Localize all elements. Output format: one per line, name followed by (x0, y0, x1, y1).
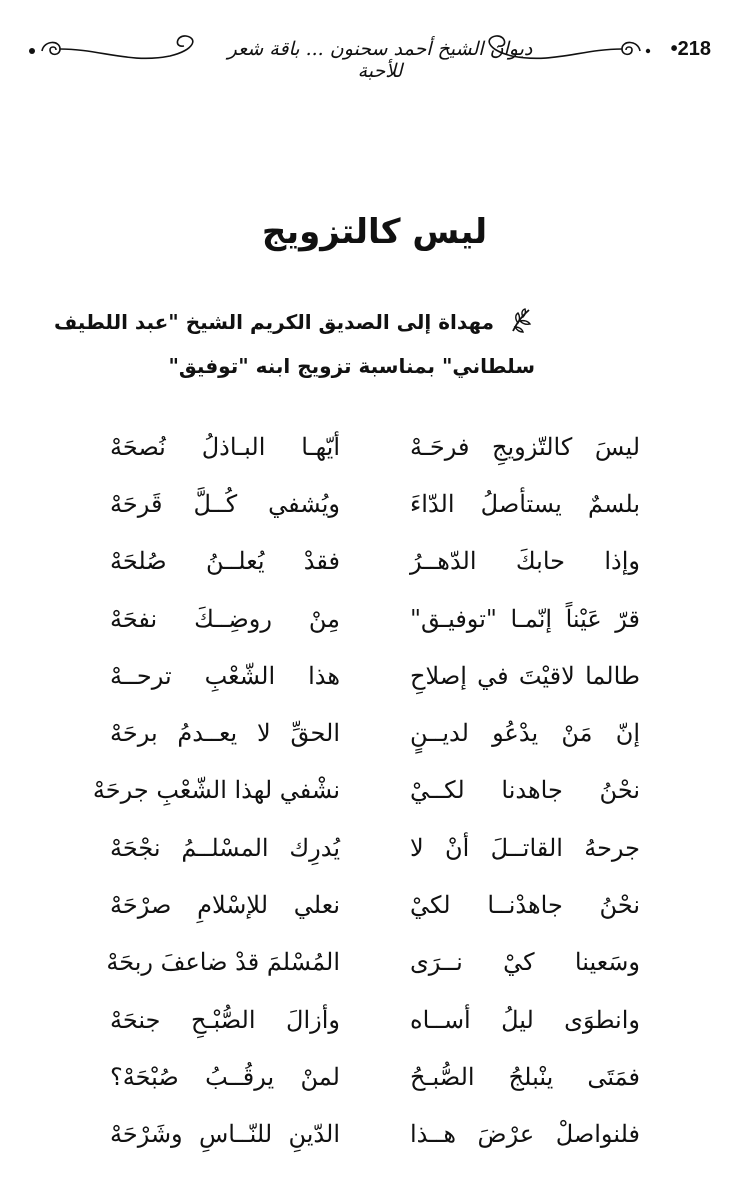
verse-second-hemistich: مِنْ روضِــكَ نفحَهْ (110, 604, 340, 633)
verse-first-hemistich: وسَعينا كيْ نــرَى (410, 948, 640, 977)
verse-first-hemistich: قرّ عَيْناً إنّمـا "توفيـق" (410, 604, 640, 633)
poem-title: ليس كالتزويج (261, 212, 488, 252)
verse-second-hemistich: يُدرِك المسْلــمُ نجْحَهْ (110, 833, 340, 862)
verse (110, 533, 640, 590)
verse-second-hemistich: هذا الشّعْبِ ترحــهْ (110, 661, 340, 690)
running-head: ديوان الشيخ أحمد سحنون ... باقة شعر للأحبة (227, 38, 533, 82)
verse-first-hemistich: وإذا حابكَ الدّهــرُ (410, 547, 640, 576)
poem-verses (92, 418, 640, 1163)
verse-second-hemistich: لمنْ يرقُــبُ صُبْحَهْ؟ (110, 1062, 340, 1091)
verse-first-hemistich: نحْنُ جاهدنا لكــيْ (410, 776, 640, 805)
verse-second-hemistich: الدّينِ للنّــاسِ وشَرْحَهْ (110, 1120, 340, 1149)
dedication-line-text: مهداة إلى الصديق الكريم الشيخ "عبد اللطيف (53, 310, 495, 334)
verse-second-hemistich: وأزالَ الصُّبْـحِ جنحَهْ (110, 1005, 340, 1034)
verse (110, 704, 640, 761)
dedication-line (15, 300, 535, 344)
verse-first-hemistich: إنّ مَنْ يدْعُو لديــنٍ (410, 719, 640, 748)
verse-first-hemistich: فمَتَى ينْبلجُ الصُّبـحُ (410, 1062, 640, 1091)
verse-second-hemistich: فقدْ يُعلــنُ صُلحَهْ (110, 547, 340, 576)
verse-second-hemistich: نعلي للإسْلامِ صرْحَهْ (110, 891, 340, 920)
leaf-ornament-icon (509, 307, 535, 333)
verse-first-hemistich: جرحهُ القاتــلَ أنْ لا (410, 833, 640, 862)
verse-second-hemistich: أيّهـا البـاذلُ نُصحَهْ (110, 432, 340, 461)
verse (110, 1106, 640, 1163)
verse-second-hemistich: الحقِّ لا يعــدمُ برحَهْ (110, 719, 340, 748)
verse (110, 991, 640, 1048)
verse-second-hemistich: المُسْلمَ قدْ ضاعفَ ربحَهْ (106, 948, 340, 977)
verse-first-hemistich: فلنواصلْ عرْضَ هــذا (410, 1120, 640, 1149)
verse (110, 590, 640, 647)
verse-first-hemistich: طالما لاقيْتَ في إصلاحِ (410, 661, 640, 690)
verse-first-hemistich: نحْنُ جاهدْنــا لكيْ (410, 891, 640, 920)
verse-second-hemistich: ويُشفي كُــلَّ قَرحَهْ (110, 489, 340, 518)
page-header (20, 18, 729, 82)
verse-first-hemistich: بلسمٌ يستأصلُ الدّاءَ (410, 489, 640, 518)
dedication-line: سلطاني" بمناسبة تزويج ابنه "توفيق" (168, 354, 535, 378)
page-number: •218 (670, 38, 711, 60)
verse (110, 647, 640, 704)
verse (110, 418, 640, 475)
verse-first-hemistich: وانطوَى ليلُ أســاه (410, 1005, 640, 1034)
dedication (15, 300, 535, 388)
verse (110, 876, 640, 933)
verse (110, 819, 640, 876)
verse-second-hemistich: نشْفي لهذا الشّعْبِ جرحَهْ (92, 776, 340, 805)
verse (92, 762, 640, 819)
verse (110, 475, 640, 532)
verse (110, 1048, 640, 1105)
verse (106, 934, 640, 991)
verse-first-hemistich: ليسَ كالتّزويجِ فرحَـهْ (410, 432, 640, 461)
